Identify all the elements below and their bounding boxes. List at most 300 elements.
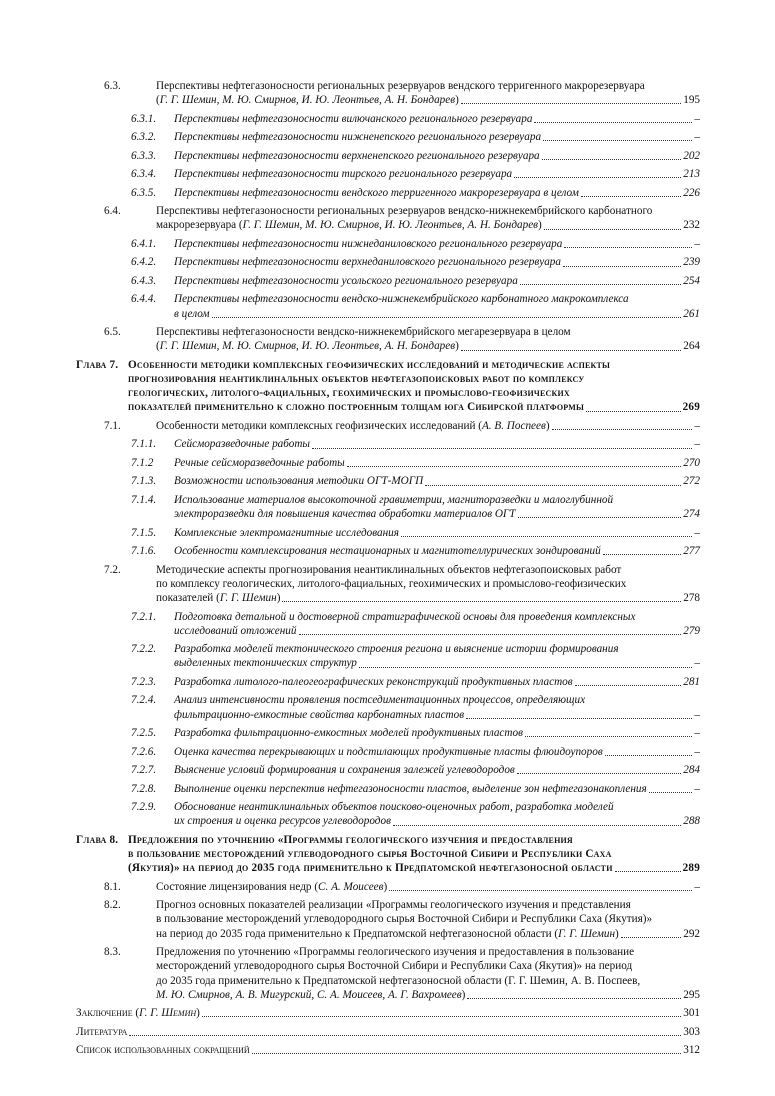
- toc-entry[interactable]: [76, 204, 700, 232]
- entry-title-line: Предложения по уточнению «Программы геологического изучения и предоставления в пользование: [156, 946, 635, 959]
- entry-title-end: показателей (: [156, 592, 220, 605]
- page-number: –: [694, 727, 700, 740]
- dot-leader: [389, 890, 692, 891]
- entry-title-end: Литература: [76, 1025, 128, 1038]
- entry-title-text: [128, 400, 584, 414]
- entry-body: [156, 563, 700, 606]
- entry-authors: С. А. Моисеев: [318, 880, 384, 893]
- dot-leader: [543, 140, 692, 141]
- page-number: 303: [683, 1025, 700, 1038]
- dot-leader: [586, 411, 681, 412]
- toc-entry[interactable]: [76, 274, 700, 288]
- dot-leader: [312, 448, 692, 449]
- dot-leader: [518, 517, 682, 518]
- dot-leader: [514, 177, 681, 178]
- table-of-contents: [76, 79, 700, 1062]
- toc-entry[interactable]: [76, 726, 700, 740]
- entry-title-end: в целом: [174, 307, 210, 320]
- entry-title-end: Оценка качества перекрывающих и подстилающих продуктивные пласты флюидоупоров: [174, 745, 603, 758]
- toc-entry[interactable]: [76, 130, 700, 144]
- entry-title-text: [156, 419, 550, 433]
- entry-body: [174, 292, 700, 320]
- page-number: 202: [683, 149, 700, 162]
- toc-entry[interactable]: [76, 112, 700, 126]
- page-number: 312: [683, 1044, 700, 1057]
- entry-number: 7.2.3.: [131, 675, 157, 688]
- page-number: 295: [683, 988, 700, 1001]
- entry-title-line: Перспективы нефтегазоносности региональных резервуаров вендского терригенного макрорезервуара: [156, 80, 645, 92]
- entry-title-text: [174, 112, 532, 126]
- page-number: –: [694, 112, 700, 125]
- entry-number: 8.2.: [104, 899, 121, 912]
- toc-entry[interactable]: [76, 800, 700, 828]
- entry-last-line: [174, 437, 700, 451]
- dot-leader: [202, 1016, 681, 1017]
- toc-entry[interactable]: [76, 675, 700, 689]
- entry-title-end: (Якутия)» на период до 2035 года применительно к Предпатомской нефтегазоносной области: [128, 862, 613, 875]
- entry-last-line: [128, 861, 700, 875]
- entry-title-text: [174, 675, 573, 689]
- toc-entry[interactable]: [76, 1025, 700, 1039]
- entry-body: [174, 745, 700, 759]
- page-number: 289: [682, 862, 700, 875]
- dot-leader: [461, 103, 681, 104]
- entry-body: [156, 898, 700, 941]
- page-number: 270: [683, 456, 700, 469]
- entry-title-end: Перспективы нефтегазоносности усольского регионального резервуара: [174, 274, 518, 287]
- toc-entry[interactable]: [76, 493, 700, 521]
- toc-entry[interactable]: [76, 544, 700, 558]
- entry-number: Глава 7.: [76, 358, 119, 371]
- toc-entry[interactable]: [76, 693, 700, 721]
- page-number: 232: [683, 219, 700, 232]
- entry-title-end: на период до 2035 года применительно к Предпатомской нефтегазоносной области (: [156, 927, 559, 940]
- toc-entry[interactable]: [76, 782, 700, 796]
- entry-title-tail: ): [276, 592, 281, 605]
- entry-number: 6.4.4.: [131, 293, 157, 306]
- page-number: 261: [683, 307, 700, 320]
- entry-title-end: Состояние лицензирования недр (: [156, 880, 319, 893]
- page-number: 272: [683, 475, 700, 488]
- entry-body: [156, 945, 700, 1002]
- dot-leader: [542, 159, 682, 160]
- entry-title-tail: ): [538, 219, 542, 232]
- toc-entry[interactable]: [76, 763, 700, 777]
- entry-last-line: [174, 167, 700, 181]
- dot-leader: [282, 601, 681, 602]
- entry-title-end: исследований отложений: [174, 624, 297, 637]
- toc-entry[interactable]: [76, 898, 700, 941]
- entry-last-line: [76, 1043, 700, 1057]
- entry-title-line: Перспективы нефтегазоносности вендско-нижнекембрийского карбонатного макрокомплекса: [174, 293, 629, 306]
- entry-body: [174, 456, 700, 470]
- toc-entry[interactable]: [76, 237, 700, 251]
- entry-body: [174, 763, 700, 777]
- entry-last-line: [174, 255, 700, 269]
- entry-title-text: [174, 456, 345, 470]
- entry-title-line: месторождений углеводородного сырья Восточной Сибири и Республики Саха (Якутия)» на период: [156, 960, 633, 973]
- entry-title-text: [174, 474, 423, 488]
- entry-title-end: Речные сейсморазведочные работы: [174, 456, 345, 469]
- entry-body: [156, 79, 700, 107]
- entry-authors: М. Ю. Смирнов, А. В. Мигурский, С. А. Моисеев, А. Г. Вахромеев: [156, 988, 462, 1001]
- entry-last-line: [174, 507, 700, 521]
- dot-leader: [615, 871, 681, 872]
- entry-title-text: [174, 526, 399, 540]
- entry-last-line: [174, 544, 700, 558]
- dot-leader: [359, 667, 693, 668]
- entry-title-end: их строения и оценка ресурсов углеводородов: [174, 815, 391, 828]
- toc-entry[interactable]: [76, 745, 700, 759]
- entry-title-text: [76, 1006, 200, 1020]
- entry-title-end: Особенности комплексирования нестационарных и магнитотеллурических зондирований: [174, 545, 601, 558]
- entry-body: [174, 237, 700, 251]
- toc-entry[interactable]: [76, 167, 700, 181]
- entry-authors: Г. Г. Шемин: [139, 1007, 197, 1020]
- page-number: 254: [683, 274, 700, 287]
- entry-body: [174, 112, 700, 126]
- entry-last-line: [174, 456, 700, 470]
- entry-title-line: Обоснование неантиклинальных объектов поисково-оценочных работ, разработка моделей: [174, 801, 614, 814]
- entry-number: 7.2.4.: [131, 694, 157, 707]
- entry-body: [174, 693, 700, 721]
- toc-entry[interactable]: [76, 292, 700, 320]
- entry-title-end: фильтрационно-емкостные свойства карбонатных пластов: [174, 708, 465, 721]
- entry-title-text: [174, 814, 391, 828]
- entry-title-end: макрорезервуара (: [156, 219, 243, 232]
- entry-title-end: Перспективы нефтегазоносности нижненепского регионального резервуара: [174, 131, 542, 144]
- entry-title-text: [156, 880, 387, 894]
- page-number: 239: [683, 256, 700, 269]
- entry-title-line: Перспективы нефтегазоносности региональных резервуаров вендско-нижнекембрийского карбонатного: [156, 205, 653, 218]
- entry-title-end: выделенных тектонических структур: [174, 657, 357, 670]
- entry-body: [156, 325, 700, 353]
- page-number: –: [694, 237, 700, 250]
- entry-last-line: [156, 927, 700, 941]
- entry-body: [174, 544, 700, 558]
- entry-title-end: Выполнение оценки перспектив нефтегазоносности пластов, выделение зон нефтегазонакопления: [174, 782, 647, 795]
- toc-entry[interactable]: [76, 642, 700, 670]
- dot-leader: [299, 634, 682, 635]
- entry-title-text: [174, 624, 297, 638]
- entry-title-tail: ): [383, 880, 388, 893]
- entry-last-line: [174, 474, 700, 488]
- entry-title-tail: ): [455, 94, 459, 107]
- entry-title-text: [76, 1025, 127, 1039]
- entry-last-line: [174, 526, 700, 540]
- toc-entry[interactable]: [76, 325, 700, 353]
- entry-title-text: [174, 656, 357, 670]
- entry-last-line: [174, 186, 700, 200]
- entry-title-line: в пользование месторождений углеводородного сырья Восточной Сибири и Республики Саха: [128, 848, 612, 861]
- dot-leader: [544, 229, 681, 230]
- entry-body: [174, 186, 700, 200]
- entry-last-line: [174, 745, 700, 759]
- entry-title-end: Особенности методики комплексных геофизических исследований (: [156, 419, 482, 432]
- toc-entry[interactable]: [76, 1043, 700, 1057]
- entry-last-line: [174, 130, 700, 144]
- entry-title-end: (: [156, 94, 160, 107]
- toc-entry[interactable]: [76, 79, 700, 107]
- page-number: 213: [683, 168, 700, 181]
- entry-title-line: прогнозирования неантиклинальных объектов нефтегазопоисковых работ по комплексу: [128, 373, 585, 386]
- entry-last-line: [156, 419, 700, 433]
- dot-leader: [564, 247, 692, 248]
- entry-title-end: Комплексные электромагнитные исследования: [174, 526, 399, 539]
- entry-title-end: электроразведки для повышения качества обработки материалов ОГТ: [174, 508, 516, 521]
- toc-entry[interactable]: [76, 186, 700, 200]
- entry-body: [128, 833, 700, 876]
- entry-last-line: [174, 782, 700, 796]
- entry-title-line: Анализ интенсивности проявления постседиментационных процессов, определяющих: [174, 694, 586, 707]
- entry-title-end: Разработка литолого-палеогеографических реконструкций продуктивных пластов: [174, 675, 573, 688]
- entry-number: 6.5.: [104, 326, 121, 339]
- entry-title-text: [156, 93, 459, 107]
- entry-title-line: Использование материалов высокоточной гравиметрии, магниторазведки и малоглубинной: [174, 493, 614, 506]
- entry-body: [174, 526, 700, 540]
- entry-title-text: [156, 218, 542, 232]
- page-number: –: [694, 657, 700, 670]
- entry-body: [174, 782, 700, 796]
- entry-title-text: [174, 186, 579, 200]
- toc-entry[interactable]: [76, 880, 700, 894]
- entry-body: [174, 149, 700, 163]
- entry-title-text: [174, 149, 540, 163]
- entry-title-end: Перспективы нефтегазоносности вилючанского регионального резервуара: [174, 112, 533, 125]
- dot-leader: [605, 755, 693, 756]
- entry-number: 6.3.1.: [131, 112, 157, 125]
- page-number: –: [694, 438, 700, 451]
- entry-last-line: [156, 591, 700, 605]
- entry-number: 7.2.6.: [131, 745, 157, 758]
- entry-number: 7.2.: [104, 563, 121, 576]
- entry-title-line: Разработка моделей тектонического строения региона и выяснение истории формирования: [174, 643, 619, 656]
- page-number: 301: [683, 1007, 700, 1020]
- page-number: –: [694, 782, 700, 795]
- entry-title-end: Возможности использования методики ОГТ-МОГП: [174, 475, 424, 488]
- entry-number: 7.1.2: [131, 456, 154, 469]
- entry-authors: Г. Г. Шемин: [558, 927, 616, 940]
- entry-body: [174, 255, 700, 269]
- dot-leader: [466, 718, 692, 719]
- entry-title-end: Заключение (: [76, 1007, 140, 1020]
- entry-number: 7.2.2.: [131, 643, 157, 656]
- page-number: –: [694, 131, 700, 144]
- entry-authors: Г. Г. Шемин, М. Ю. Смирнов, И. Ю. Леонтьев, А. Н. Бондарев: [242, 219, 539, 232]
- entry-body: [174, 675, 700, 689]
- page-number: 281: [683, 675, 700, 688]
- entry-body: [174, 274, 700, 288]
- entry-number: 6.3.: [104, 80, 121, 92]
- page-number: 264: [683, 340, 700, 353]
- entry-authors: Г. Г. Шемин, М. Ю. Смирнов, И. Ю. Леонтьев, А. Н. Бондарев: [159, 340, 456, 353]
- toc-entry[interactable]: [76, 474, 700, 488]
- entry-last-line: [156, 988, 700, 1002]
- entry-title-end: Перспективы нефтегазоносности верхненепского регионального резервуара: [174, 149, 540, 162]
- entry-title-text: [174, 745, 603, 759]
- entry-title-text: [174, 437, 310, 451]
- entry-number: 6.3.2.: [131, 131, 157, 144]
- entry-body: [174, 610, 700, 638]
- entry-title-line: Перспективы нефтегазоносности вендско-нижнекембрийского мегарезервуара в целом: [156, 326, 571, 339]
- dot-leader: [563, 266, 681, 267]
- entry-number: 6.4.3.: [131, 274, 157, 287]
- entry-title-text: [128, 861, 613, 875]
- entry-title-text: [156, 339, 459, 353]
- entry-title-text: [156, 988, 465, 1002]
- entry-body: [156, 419, 700, 433]
- entry-last-line: [156, 93, 700, 107]
- dot-leader: [461, 350, 681, 351]
- dot-leader: [649, 792, 693, 793]
- entry-title-end: Перспективы нефтегазоносности нижнеданиловского регионального резервуара: [174, 237, 563, 250]
- page-number: 274: [683, 508, 700, 521]
- entry-title-text: [174, 708, 464, 722]
- entry-title-text: [174, 544, 601, 558]
- toc-entry[interactable]: [76, 945, 700, 1002]
- dot-leader: [534, 122, 692, 123]
- entry-number: 7.1.3.: [131, 475, 157, 488]
- entry-body: [156, 204, 700, 232]
- entry-title-line: Особенности методики комплексных геофизических исследований и методические аспекты: [128, 358, 611, 371]
- entry-title-line: по комплексу геологических, литолого-фациальных, геохимических и промыслово-геофизических: [156, 577, 627, 590]
- entry-title-end: Перспективы нефтегазоносности вендского терригенного макрорезервуара в целом: [174, 186, 579, 199]
- dot-leader: [520, 284, 681, 285]
- entry-title-end: показателей применительно к сложно построенным толщам юга Сибирской платформы: [128, 401, 585, 414]
- entry-body: [156, 880, 700, 894]
- entry-body: [76, 1043, 700, 1057]
- entry-body: [174, 167, 700, 181]
- entry-title-tail: ): [461, 988, 466, 1001]
- entry-body: [174, 130, 700, 144]
- entry-number: 7.2.1.: [131, 610, 157, 623]
- entry-title-text: [174, 274, 518, 288]
- entry-title-text: [174, 130, 541, 144]
- toc-entry[interactable]: [76, 419, 700, 433]
- dot-leader: [517, 773, 681, 774]
- entry-last-line: [174, 307, 700, 321]
- toc-entry[interactable]: [76, 149, 700, 163]
- entry-title-line: Методические аспекты прогнозирования неантиклинальных объектов нефтегазопоисковых работ: [156, 563, 622, 576]
- toc-entry[interactable]: [76, 610, 700, 638]
- dot-leader: [581, 196, 681, 197]
- entry-title-tail: ): [455, 340, 459, 353]
- entry-title-end: Перспективы нефтегазоносности верхнеданиловского регионального резервуара: [174, 256, 561, 269]
- entry-title-line: в пользование месторождений углеводородного сырья Восточной Сибири и Республики Саха (Якутия)»: [156, 913, 653, 926]
- toc-entry[interactable]: [76, 833, 700, 876]
- entry-body: [174, 437, 700, 451]
- entry-title-tail: ): [615, 927, 619, 940]
- page-number: 278: [683, 592, 700, 605]
- entry-title-text: [174, 237, 562, 251]
- dot-leader: [347, 466, 681, 467]
- entry-number: 6.3.3.: [131, 149, 157, 162]
- entry-title-line: Прогноз основных показателей реализации «Программы геологического изучения и представления: [156, 899, 631, 912]
- entry-last-line: [174, 763, 700, 777]
- dot-leader: [621, 937, 681, 938]
- entry-last-line: [174, 274, 700, 288]
- dot-leader: [401, 536, 692, 537]
- entry-body: [76, 1025, 700, 1039]
- entry-body: [174, 493, 700, 521]
- entry-number: 6.4.2.: [131, 256, 157, 269]
- entry-title-line: Подготовка детальной и достоверной стратиграфической основы для проведения комплексных: [174, 610, 636, 623]
- dot-leader: [393, 825, 681, 826]
- entry-last-line: [128, 400, 700, 414]
- page-number: 195: [683, 94, 700, 107]
- dot-leader: [252, 1053, 682, 1054]
- toc-entry[interactable]: [76, 255, 700, 269]
- entry-title-text: [156, 927, 619, 941]
- page-number: 226: [683, 186, 700, 199]
- entry-number: 7.1.4.: [131, 493, 157, 506]
- toc-entry[interactable]: [76, 1006, 700, 1020]
- entry-authors: Г. Г. Шемин, М. Ю. Смирнов, И. Ю. Леонтьев, А. Н. Бондарев: [159, 94, 456, 107]
- entry-title-end: Перспективы нефтегазоносности тирского регионального резервуара: [174, 168, 513, 181]
- entry-title-line: Предложения по уточнению «Программы геологического изучения и предоставления: [128, 833, 573, 846]
- entry-last-line: [174, 708, 700, 722]
- entry-number: 7.1.6.: [131, 545, 157, 558]
- dot-leader: [603, 554, 682, 555]
- entry-title-end: Сейсморазведочные работы: [174, 438, 310, 451]
- entry-title-text: [174, 726, 523, 740]
- entry-title-tail: ): [545, 419, 550, 432]
- toc-entry[interactable]: [76, 437, 700, 451]
- entry-body: [174, 642, 700, 670]
- entry-number: 6.4.1.: [131, 237, 157, 250]
- entry-title-end: Разработка фильтрационно-емкостных моделей продуктивных пластов: [174, 727, 523, 740]
- dot-leader: [525, 736, 692, 737]
- entry-number: Глава 8.: [76, 833, 119, 846]
- entry-title-text: [174, 507, 516, 521]
- entry-title-text: [76, 1043, 250, 1057]
- entry-number: 7.2.7.: [131, 764, 157, 777]
- page-number: 292: [683, 927, 700, 940]
- page-number: 288: [683, 815, 700, 828]
- toc-entry[interactable]: [76, 456, 700, 470]
- page-number: –: [694, 708, 700, 721]
- dot-leader: [129, 1035, 681, 1036]
- entry-authors: Г. Г. Шемин: [219, 592, 277, 605]
- page-number: 269: [682, 401, 700, 414]
- entry-last-line: [76, 1025, 700, 1039]
- entry-last-line: [174, 656, 700, 670]
- entry-title-end: Выяснение условий формирования и сохранения залежей углеводородов: [174, 764, 515, 777]
- entry-last-line: [174, 112, 700, 126]
- toc-entry[interactable]: [76, 526, 700, 540]
- page-number: 279: [683, 624, 700, 637]
- dot-leader: [552, 429, 693, 430]
- entry-body: [174, 800, 700, 828]
- page-number: –: [694, 419, 700, 432]
- entry-last-line: [174, 624, 700, 638]
- entry-title-end: (: [156, 340, 160, 353]
- entry-title-text: [174, 307, 210, 321]
- entry-number: 6.4.: [104, 205, 121, 218]
- entry-title-text: [174, 763, 515, 777]
- toc-entry[interactable]: [76, 563, 700, 606]
- entry-number: 8.3.: [104, 946, 121, 959]
- entry-title-text: [156, 591, 280, 605]
- entry-number: 7.2.5.: [131, 727, 157, 740]
- entry-last-line: [156, 339, 700, 353]
- entry-authors: А. В. Поспеев: [481, 419, 546, 432]
- dot-leader: [575, 685, 682, 686]
- entry-number: 7.1.1.: [131, 438, 157, 451]
- entry-last-line: [174, 726, 700, 740]
- entry-last-line: [174, 675, 700, 689]
- toc-entry[interactable]: [76, 358, 700, 415]
